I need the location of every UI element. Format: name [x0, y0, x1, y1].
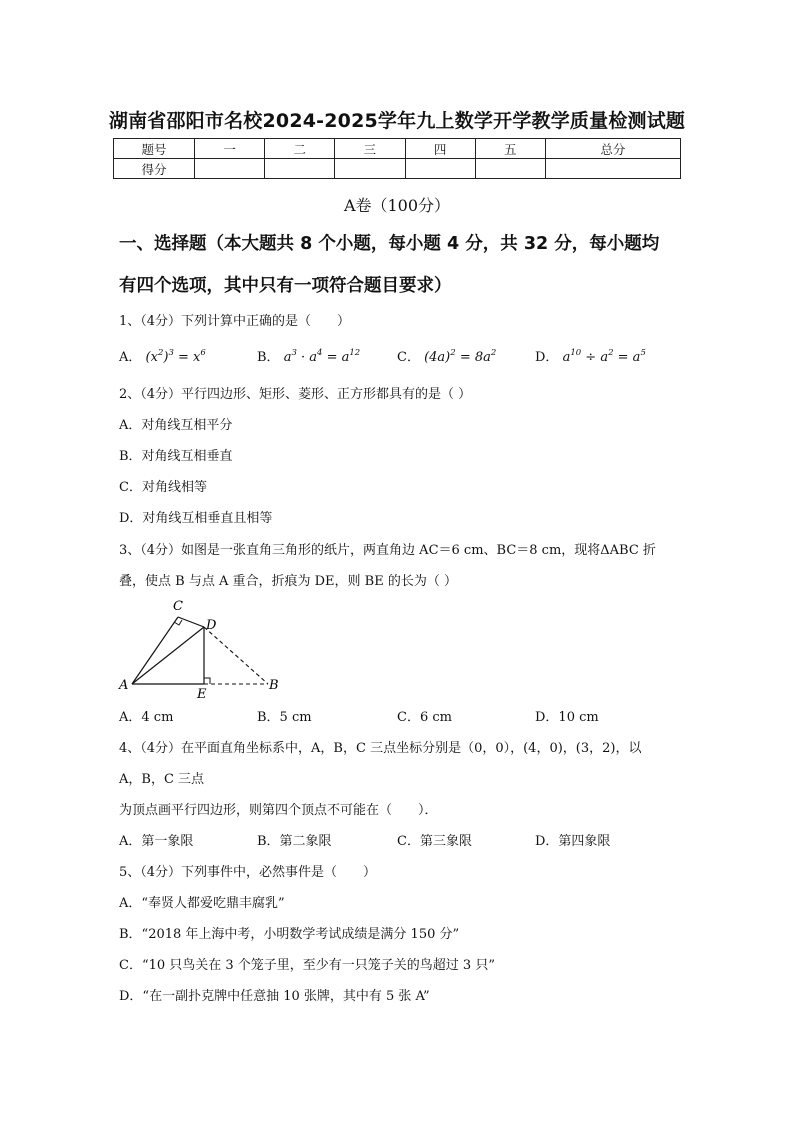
question-4-stem-line3: 为顶点画平行四边形，则第四个顶点不可能在（ ）． [119, 803, 438, 818]
formula-c: $(4a)^2 = 8a^2$ [424, 348, 497, 365]
score-cell-empty [545, 159, 680, 179]
score-table [113, 138, 681, 179]
score-table-header-row [114, 139, 681, 159]
question-2-option: B．对角线互相垂直 [119, 449, 233, 464]
score-cell: 五 [475, 139, 545, 159]
question-4-option: C．第三象限 [397, 834, 472, 849]
score-cell: 二 [265, 139, 335, 159]
segment-ad [132, 627, 204, 684]
question-4-option: B．第二象限 [257, 834, 332, 849]
question-1-option-c [397, 350, 496, 366]
score-cell: 题号 [114, 139, 195, 159]
formula-d: $a^{10} \div a^2 = a^5$ [562, 348, 646, 365]
label-c: C [173, 599, 183, 614]
segment-cd [178, 617, 204, 627]
question-3-option: B．5 cm [257, 710, 312, 725]
question-2-option: A．对角线互相平分 [119, 418, 233, 433]
segment-ac [132, 617, 178, 684]
score-cell-empty [335, 159, 405, 179]
question-4-option: A．第一象限 [119, 834, 194, 849]
question-3-option: A．4 cm [119, 710, 174, 725]
option-label: C． [397, 350, 420, 365]
segment-db-dashed [204, 627, 268, 684]
score-cell-empty [475, 159, 545, 179]
question-4-option: D．第四象限 [535, 834, 611, 849]
formula-a: $(x^2)^3 = x^6$ [145, 348, 206, 365]
score-cell-empty [405, 159, 475, 179]
question-2-stem: 2、（4分）平行四边形、矩形、菱形、正方形都具有的是（ ） [119, 387, 472, 402]
score-cell: 一 [195, 139, 265, 159]
part-heading-line1: 一、选择题（本大题共 8 个小题，每小题 4 分，共 32 分，每小题均 [119, 234, 660, 254]
score-cell: 四 [405, 139, 475, 159]
question-5-option: C．“10 只鸟关在 3 个笼子里，至少有一只笼子关的鸟超过 3 只” [119, 958, 495, 973]
question-1-option-b [257, 350, 360, 366]
section-heading: A卷（100分） [343, 196, 451, 215]
option-label: D． [535, 350, 559, 365]
question-1-stem: 1、（4分）下列计算中正确的是（ ） [119, 314, 351, 329]
score-cell-empty [265, 159, 335, 179]
question-3-stem-line2: 叠，使点 B 与点 A 重合，折痕为 DE，则 BE 的长为（ ） [119, 574, 457, 589]
score-table-score-row [114, 159, 681, 179]
score-cell: 得分 [114, 159, 195, 179]
question-1-option-a [119, 350, 206, 366]
question-1-option-d [535, 350, 646, 366]
score-cell: 三 [335, 139, 405, 159]
exam-title: 湖南省邵阳市名校2024-2025学年九上数学开学教学质量检测试题 [108, 110, 686, 132]
question-5-stem: 5、（4分）下列事件中，必然事件是（ ） [119, 865, 377, 880]
option-label: A． [119, 350, 142, 365]
label-e: E [197, 687, 207, 700]
right-angle-mark-e [204, 678, 210, 684]
score-cell: 总分 [545, 139, 680, 159]
question-5-option: B．“2018 年上海中考，小明数学考试成绩是满分 150 分” [119, 927, 460, 942]
formula-b: $a^3 \cdot a^4 = a^{12}$ [283, 348, 361, 365]
part-heading-line2: 有四个选项，其中只有一项符合题目要求） [119, 276, 452, 296]
label-a: A [119, 678, 129, 693]
triangle-figure [112, 596, 292, 700]
question-2-option: C．对角线相等 [119, 480, 207, 495]
option-label: B． [257, 350, 280, 365]
question-5-option: D．“在一副扑克牌中任意抽 10 张牌，其中有 5 张 A” [119, 989, 430, 1004]
score-cell-empty [195, 159, 265, 179]
question-2-option: D．对角线互相垂直且相等 [119, 511, 273, 526]
label-d: D [206, 618, 217, 633]
question-3-option: D．10 cm [535, 710, 599, 725]
question-4-stem-line2: A，B，C 三点 [119, 772, 205, 787]
label-b: B [269, 678, 279, 693]
question-3-option: C．6 cm [397, 710, 452, 725]
question-4-stem-line1: 4、（4分）在平面直角坐标系中，A，B，C 三点坐标分别是（0，0），(4，0)，(3，2)，以 [119, 741, 642, 756]
question-3-stem-line1: 3、（4分）如图是一张直角三角形的纸片，两直角边 AC＝6 cm、BC＝8 cm，现将ΔABC 折 [119, 543, 656, 558]
question-5-option: A．“奉贤人都爱吃鼎丰腐乳” [119, 896, 285, 911]
